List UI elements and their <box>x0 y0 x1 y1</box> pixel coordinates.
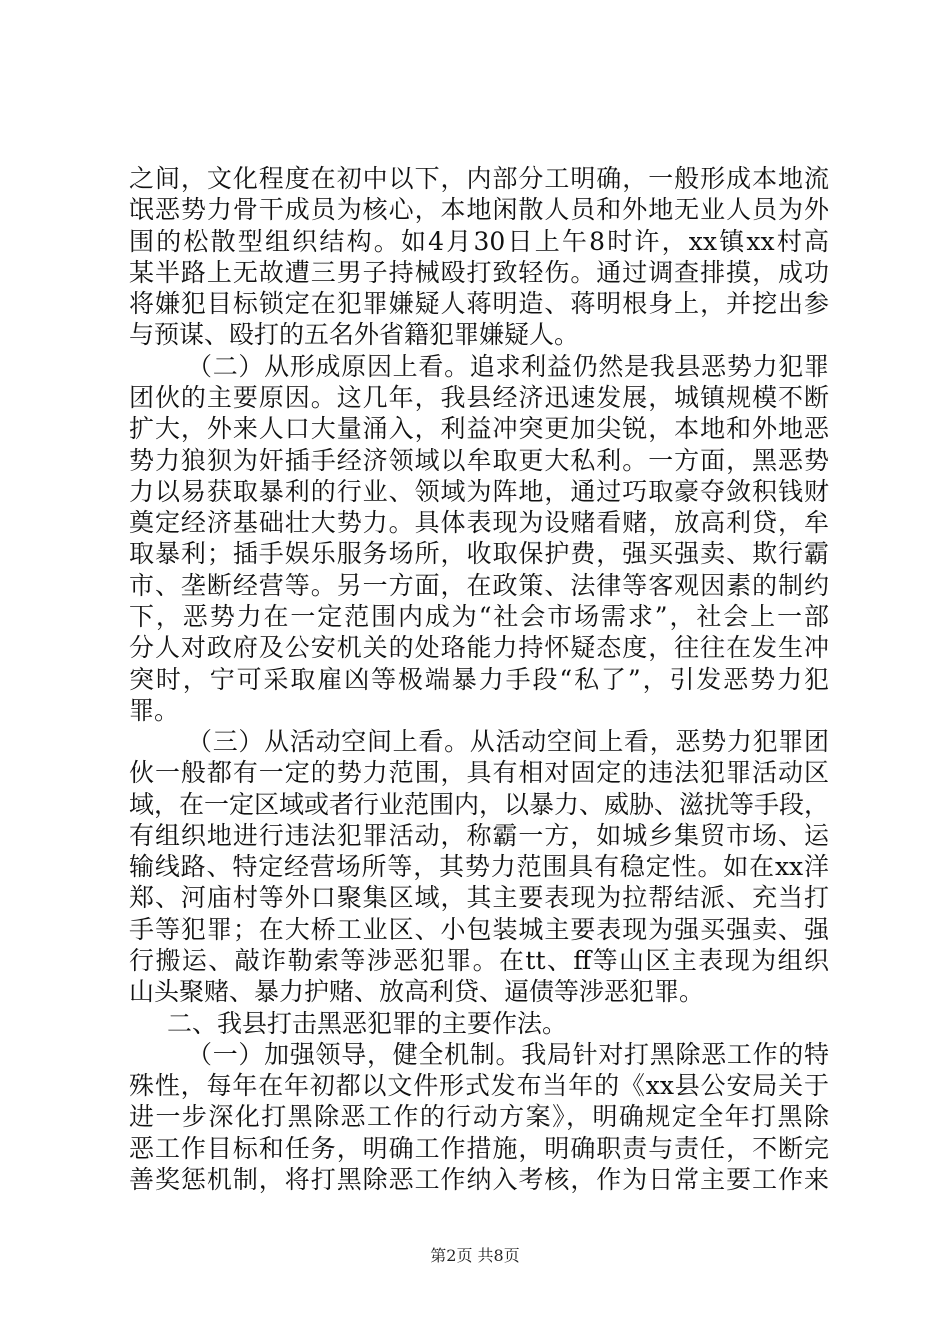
text-line: 势力狼狈为奸插手经济领域以牟取更大私利。一方面，黑恶势 <box>129 446 829 475</box>
text-line: 行搬运、敲诈勒索等涉恶犯罪。在tt、ff等山区主表现为组织 <box>129 946 829 975</box>
text-line: 郑、河庙村等外口聚集区域，其主要表现为拉帮结派、充当打 <box>129 883 829 912</box>
text-line: 突时，宁可采取雇凶等极端暴力手段“私了”，引发恶势力犯 <box>129 665 829 694</box>
text-line: 取暴利；插手娱乐服务场所，收取保护费，强买强卖、欺行霸 <box>129 539 829 568</box>
text-line: 分人对政府及公安机关的处珞能力持怀疑态度，往往在发生冲 <box>129 633 829 662</box>
text-line: （三）从活动空间上看。从活动空间上看，恶势力犯罪团 <box>187 727 829 756</box>
text-line: 团伙的主要原因。这几年，我县经济迅速发展，城镇规模不断 <box>129 383 829 412</box>
page-footer: 第2页 共8页 <box>430 1246 520 1265</box>
text-line: 手等犯罪；在大桥工业区、小包装城主要表现为强买强卖、强 <box>129 915 829 944</box>
text-line: 市、垄断经营等。另一方面，在政策、法律等客观因素的制约 <box>129 571 829 600</box>
text-line: 围的松散型组织结构。如4月30日上午8时许，xx镇xx村高 <box>129 227 829 256</box>
text-line: （二）从形成原因上看。追求利益仍然是我县恶势力犯罪 <box>187 352 829 381</box>
text-line: 罪。 <box>129 696 180 725</box>
text-line: 氓恶势力骨干成员为核心，本地闲散人员和外地无业人员为外 <box>129 195 829 224</box>
text-line: 殊性，每年在年初都以文件形式发布当年的《xx县公安局关于 <box>129 1071 829 1100</box>
text-line: 之间，文化程度在初中以下，内部分工明确，一般形成本地流 <box>129 164 829 193</box>
text-line: 输线路、特定经营场所等，其势力范围具有稳定性。如在xx洋 <box>129 852 829 881</box>
text-line: 有组织地进行违法犯罪活动，称霸一方，如城乡集贸市场、运 <box>129 821 829 850</box>
text-line: （一）加强领导，健全机制。我局针对打黑除恶工作的特 <box>187 1040 829 1069</box>
text-line: 下，恶势力在一定范围内成为“社会市场需求”，社会上一部 <box>129 602 829 631</box>
text-line: 恶工作目标和任务，明确工作措施，明确职责与责任，不断完 <box>129 1134 829 1163</box>
text-line: 将嫌犯目标锁定在犯罪嫌疑人蒋明造、蒋明根身上，并挖出参 <box>129 289 829 318</box>
text-line: 进一步深化打黑除恶工作的行动方案》，明确规定全年打黑除 <box>129 1102 829 1131</box>
text-line: 域，在一定区域或者行业范围内，以暴力、威胁、滋扰等手段， <box>129 790 830 819</box>
text-line: 二、我县打击黑恶犯罪的主要作法。 <box>167 1009 568 1038</box>
text-line: 伙一般都有一定的势力范围，具有相对固定的违法犯罪活动区 <box>129 758 829 787</box>
text-line: 扩大，外来人口大量涌入，利益冲突更加尖锐，本地和外地恶 <box>129 414 829 443</box>
text-line: 奠定经济基础壮大势力。具体表现为设赌看赌，放高利贷，牟 <box>129 508 829 537</box>
text-line: 力以易获取暴利的行业、领域为阵地，通过巧取豪夺敛积钱财 <box>129 477 829 506</box>
text-line: 山头聚赌、暴力护赌、放高利贷、逼债等涉恶犯罪。 <box>129 977 705 1006</box>
text-line: 某半路上无故遭三男子持械殴打致轻伤。通过调查排摸，成功 <box>129 258 829 287</box>
text-line: 善奖惩机制，将打黑除恶工作纳入考核，作为日常主要工作来 <box>129 1165 829 1194</box>
text-line: 与预谋、殴打的五名外省籍犯罪嫌疑人。 <box>129 320 580 349</box>
